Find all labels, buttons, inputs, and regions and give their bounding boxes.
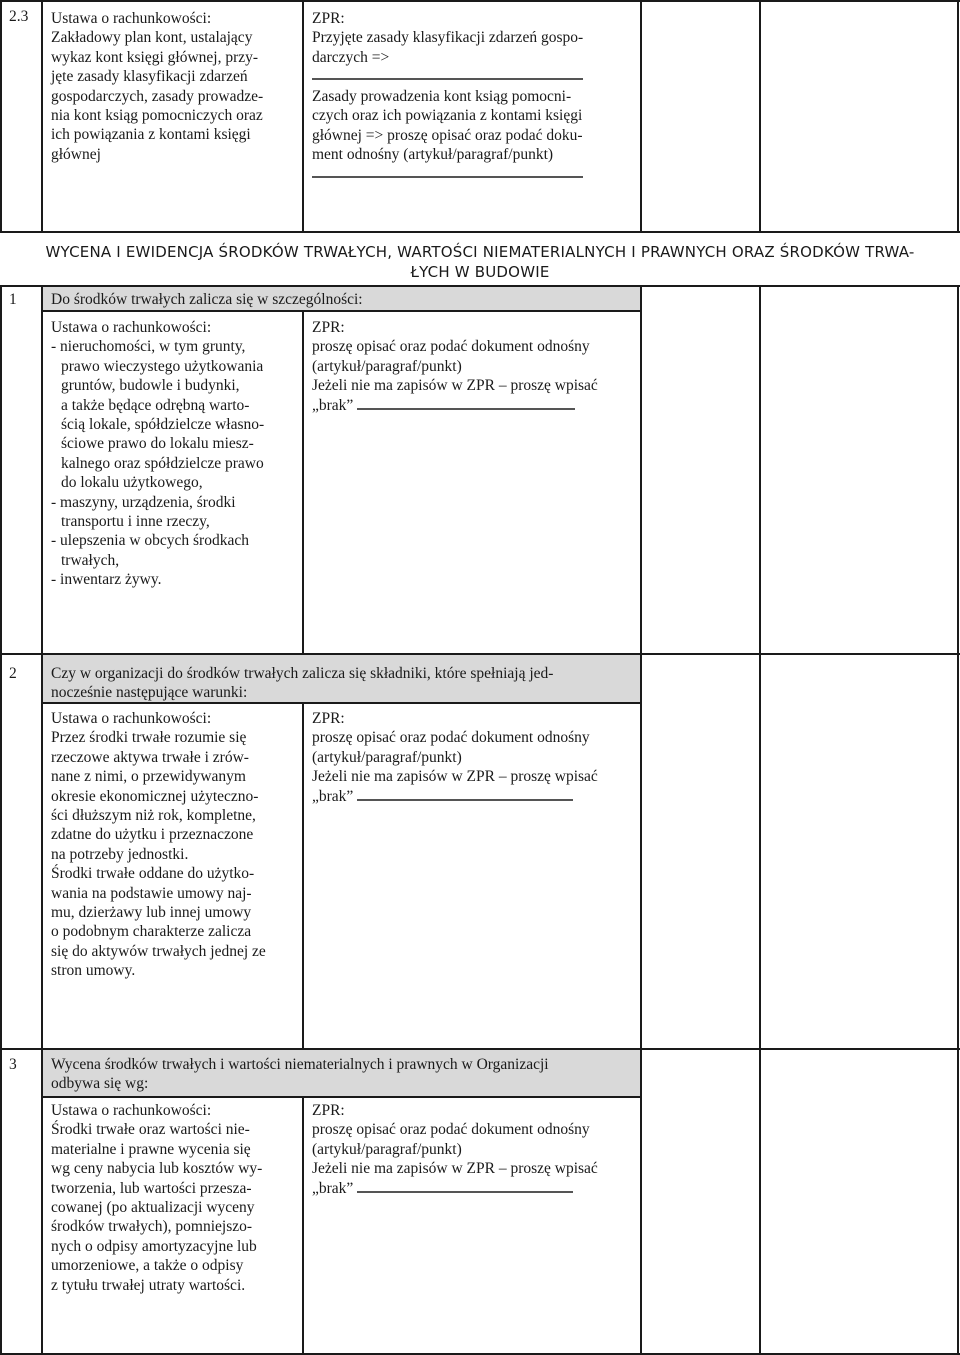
zpr-line: Zasady prowadzenia kont ksiąg pomocni- — [312, 88, 572, 105]
ustawa-line: rzeczowe aktywa trwałe i zrów- — [51, 748, 249, 766]
zpr-text — [312, 9, 583, 67]
question-line: nocześnie następujące warunki: — [51, 684, 248, 702]
ustawa-line: Środki trwałe oraz wartości nie- — [51, 1121, 250, 1139]
ustawa-line: Ustawa o rachunkowości: — [51, 10, 212, 27]
zpr-line: Jeżeli nie ma zapisów w ZPR – proszę wpisać — [312, 768, 598, 786]
zpr-label: ZPR: — [312, 10, 345, 27]
ustawa-line: Środki trwałe oddane do użytko- — [51, 865, 255, 883]
ustawa-line: Zakładowy plan kont, ustalający — [51, 29, 253, 47]
question-line: odbywa się wg: — [51, 1075, 149, 1093]
question-number: 3 — [9, 1056, 17, 1073]
question-line: Czy w organizacji do środków trwałych zalicza się składniki, które spełniają jed- — [51, 665, 554, 682]
answer-line[interactable] — [357, 1191, 573, 1193]
ustawa-line: umorzeniowe, a także o odpisy — [51, 1257, 244, 1275]
ustawa-line: o podobnym charakterze zalicza — [51, 923, 252, 941]
answer-line[interactable] — [312, 78, 583, 80]
question-number: 1 — [9, 291, 17, 308]
ustawa-line: materialne i prawne wycenia się — [51, 1140, 251, 1158]
ustawa-line: okresie ekonomicznej użyteczno- — [51, 787, 259, 805]
zpr-line: proszę opisać oraz podać dokument odnośny — [312, 1121, 590, 1139]
ustawa-line: się do aktywów trwałych jednej ze — [51, 942, 266, 960]
ustawa-line: wg ceny nabycia lub kosztów wy- — [51, 1160, 263, 1178]
brak-label: „brak” — [312, 396, 354, 414]
question-text — [51, 664, 553, 703]
ustawa-line: cowanej (po aktualizacji wyceny — [51, 1199, 255, 1217]
ustawa-line: gospodarczych, zasady prowadze- — [51, 87, 264, 105]
zpr-label: ZPR: — [312, 319, 345, 336]
ustawa-label: Ustawa o rachunkowości: — [51, 710, 212, 727]
ustawa-line: - ulepszenia w obcych środkach — [51, 532, 249, 550]
ustawa-line: nia kont ksiąg pomocniczych oraz — [51, 107, 263, 125]
zpr-text — [312, 709, 598, 806]
question-text: Do środków trwałych zalicza się w szczególności: — [51, 291, 363, 308]
brak-label: „brak” — [312, 787, 354, 805]
ustawa-line: ich powiązania z kontami księgi — [51, 126, 251, 144]
ustawa-line: mu, dzierżawy lub innej umowy — [51, 904, 252, 922]
zpr-line: czych oraz ich powiązania z kontami księgi — [312, 107, 583, 125]
ustawa-text — [51, 709, 266, 981]
ustawa-line: wania na podstawie umowy naj- — [51, 884, 252, 902]
ustawa-line: ściowe prawo do lokalu miesz- — [61, 435, 254, 453]
ustawa-line: trwałych, — [61, 551, 120, 569]
zpr-line: (artykuł/paragraf/punkt) — [312, 748, 462, 766]
ustawa-line: jęte zasady klasyfikacji zdarzeń — [51, 68, 248, 86]
section-heading-line: WYCENA I EWIDENCJA ŚRODKÓW TRWAŁYCH, WARTOŚCI NIEMATERIALNYCH I PRAWNYCH ORAZ ŚRODKÓW TRWA- — [45, 243, 915, 261]
question-text — [51, 1055, 549, 1094]
ustawa-line: do lokalu użytkowego, — [61, 474, 203, 492]
ustawa-line: gruntów, budowle i budynki, — [61, 377, 240, 395]
zpr-line: Przyjęte zasady klasyfikacji zdarzeń gospo- — [312, 29, 584, 47]
ustawa-line: tworzenia, lub wartości przesza- — [51, 1179, 252, 1197]
zpr-label: ZPR: — [312, 710, 345, 727]
ustawa-line: zdatne do użytku i przeznaczone — [51, 826, 254, 844]
ustawa-line: z tytułu trwałej utraty wartości. — [51, 1276, 246, 1294]
answer-line[interactable] — [357, 799, 573, 801]
zpr-text — [312, 318, 598, 415]
row-number: 2.3 — [9, 8, 29, 25]
ustawa-text — [51, 318, 264, 590]
ustawa-line: - nieruchomości, w tym grunty, — [51, 338, 246, 356]
zpr-text — [312, 87, 583, 165]
ustawa-line: głównej — [51, 145, 101, 163]
zpr-line: Jeżeli nie ma zapisów w ZPR – proszę wpisać — [312, 377, 598, 395]
zpr-line: ment odnośny (artykuł/paragraf/punkt) — [312, 146, 554, 164]
question-number: 2 — [9, 665, 17, 682]
ustawa-line: kalnego oraz spółdzielcze prawo — [61, 454, 264, 472]
ustawa-line: wykaz kont księgi głównej, przy- — [51, 48, 259, 66]
ustawa-line: ści dłuższym niż rok, kompletne, — [51, 807, 256, 825]
ustawa-line: Przez środki trwałe rozumie się — [51, 729, 247, 747]
zpr-text — [312, 1101, 598, 1198]
ustawa-line: transportu i inne rzeczy, — [61, 513, 210, 531]
ustawa-line: ścią lokale, spółdzielcze własno- — [61, 416, 265, 434]
zpr-line: proszę opisać oraz podać dokument odnośny — [312, 338, 590, 356]
zpr-line: proszę opisać oraz podać dokument odnośny — [312, 729, 590, 747]
zpr-line: (artykuł/paragraf/punkt) — [312, 357, 462, 375]
ustawa-text — [51, 9, 263, 164]
ustawa-text — [51, 1101, 262, 1295]
ustawa-line: a także będące odrębną warto- — [61, 396, 250, 414]
ustawa-label: Ustawa o rachunkowości: — [51, 1102, 212, 1119]
zpr-line: darczych => — [312, 48, 390, 66]
answer-line[interactable] — [357, 408, 575, 410]
ustawa-line: nych o odpisy amortyzacyjne lub — [51, 1237, 257, 1255]
ustawa-line: na potrzeby jednostki. — [51, 845, 189, 863]
answer-line[interactable] — [312, 176, 583, 178]
section-heading-line: ŁYCH W BUDOWIE — [410, 263, 550, 281]
brak-label: „brak” — [312, 1179, 354, 1197]
zpr-line: (artykuł/paragraf/punkt) — [312, 1140, 462, 1158]
ustawa-line: stron umowy. — [51, 962, 136, 980]
zpr-label: ZPR: — [312, 1102, 345, 1119]
ustawa-label: Ustawa o rachunkowości: — [51, 319, 212, 336]
zpr-line: Jeżeli nie ma zapisów w ZPR – proszę wpisać — [312, 1160, 598, 1178]
ustawa-line: środków trwałych), pomniejszo- — [51, 1218, 253, 1236]
ustawa-line: nane z nimi, o przewidywanym — [51, 768, 246, 786]
ustawa-line: - inwentarz żywy. — [51, 571, 162, 589]
section-heading — [0, 242, 960, 282]
zpr-line: głównej => proszę opisać oraz podać doku- — [312, 126, 583, 144]
ustawa-line: - maszyny, urządzenia, środki — [51, 493, 236, 511]
question-line: Wycena środków trwałych i wartości niematerialnych i prawnych w Organizacji — [51, 1056, 549, 1073]
ustawa-line: prawo wieczystego użytkowania — [61, 357, 264, 375]
